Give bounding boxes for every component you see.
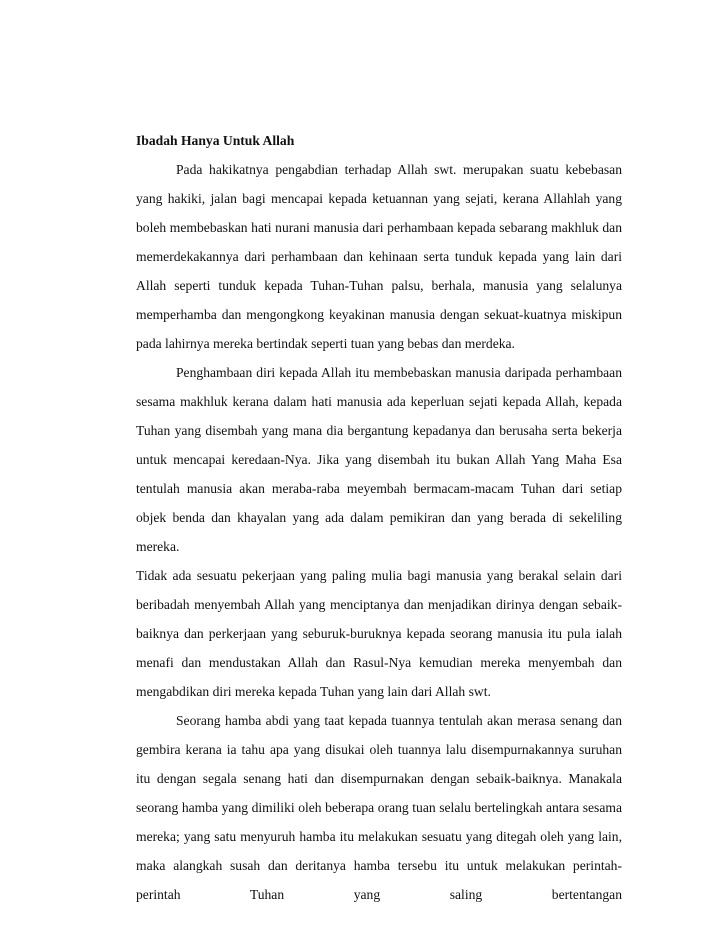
paragraph-4: Seorang hamba abdi yang taat kepada tuannya tentulah akan merasa senang dan gembira kerana ia tahu apa yang disukai oleh tuannya lalu disempurnakannya suruhan itu dengan segala senang hati dan disempurnakan dengan sebaik-baiknya. Manakala seorang hamba yang dimiliki oleh beberapa orang tuan selalu bertelingkah antara sesama mereka; yang satu menyuruh hamba itu melakukan sesuatu yang ditegah oleh yang lain, maka alangkah susah dan deritanya hamba tersebu itu untuk melakukan perintah-perintah Tuhan yang saling bertentangan	[136, 713, 622, 902]
paragraph-2: Penghambaan diri kepada Allah itu membebaskan manusia daripada perhambaan sesama makhluk kerana dalam hati manusia ada keperluan sejati kepada Allah, kepada Tuhan yang disembah yang mana dia bergantung kepadanya dan berusaha serta bekerja untuk mencapai keredaan-Nya. Jika yang disembah itu bukan Allah Yang Maha Esa tentulah manusia akan meraba-raba meyembah bermacam-macam Tuhan dari setiap objek benda dan khayalan yang ada dalam pemikiran dan yang berada di sekeliling mereka.	[136, 365, 622, 554]
section-heading: Ibadah Hanya Untuk Allah	[136, 133, 295, 148]
document-body	[136, 126, 622, 909]
paragraph-3: Tidak ada sesuatu pekerjaan yang paling mulia bagi manusia yang berakal selain dari beribadah menyembah Allah yang menciptanya dan menjadikan dirinya dengan sebaik-baiknya dan perkerjaan yang seburuk-buruknya kepada seorang manusia itu pula ialah menafi dan mendustakan Allah dan Rasul-Nya kemudian mereka menyembah dan mengabdikan diri mereka kepada Tuhan yang lain dari Allah swt.	[136, 568, 622, 699]
paragraph-1: Pada hakikatnya pengabdian terhadap Allah swt. merupakan suatu kebebasan yang hakiki, jalan bagi mencapai kepada ketuannan yang sejati, kerana Allahlah yang boleh membebaskan hati nurani manusia dari perhambaan kepada sebarang makhluk dan memerdekakannya dari perhambaan dan kehinaan serta tunduk kepada yang lain dari Allah seperti tunduk kepada Tuhan-Tuhan palsu, berhala, manusia yang selalunya memperhamba dan mengongkong keyakinan manusia dengan sekuat-kuatnya miskipun pada lahirnya mereka bertindak seperti tuan yang bebas dan merdeka.	[136, 162, 622, 351]
